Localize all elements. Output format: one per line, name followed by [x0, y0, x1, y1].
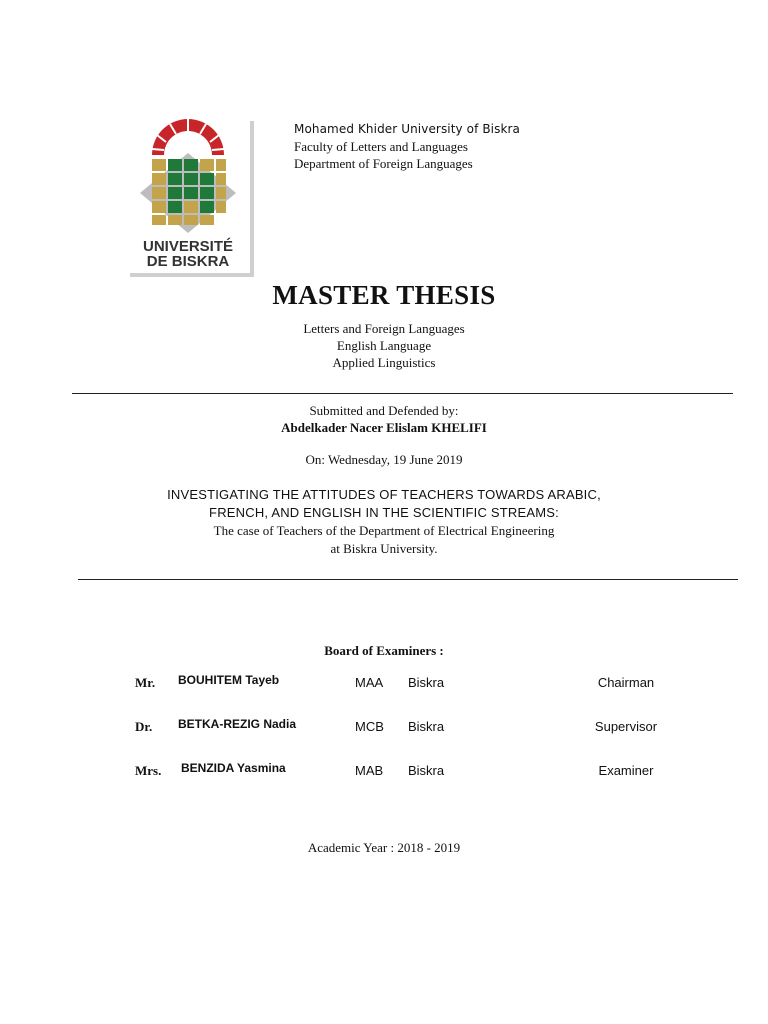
examiner-grade: MAA [355, 675, 384, 690]
examiner-title: Mr. [135, 675, 156, 690]
examiner-title: Mrs. [135, 763, 162, 778]
board-title: Board of Examiners : [324, 643, 444, 658]
institution-header [294, 121, 520, 172]
faculty-name: Faculty of Letters and Languages [294, 139, 468, 154]
examiner-row [0, 763, 768, 781]
topic-line-1: INVESTIGATING THE ATTITUDES OF TEACHERS TOWARDS ARABIC, [167, 487, 601, 502]
topic-line-3: The case of Teachers of the Department of Electrical Engineering [213, 523, 555, 538]
topic-line-2: FRENCH, AND ENGLISH IN THE SCIENTIFIC STREAMS: [209, 505, 559, 520]
specialty-branch: English Language [336, 338, 432, 353]
logo-text-line1: UNIVERSITÉ [142, 238, 234, 255]
top-divider [72, 393, 733, 394]
examiner-city: Biskra [408, 719, 445, 734]
submitted-label: Submitted and Defended by: [309, 403, 459, 418]
topic-line-4: at Biskra University. [330, 541, 438, 556]
logo-box [126, 117, 250, 273]
examiner-title: Dr. [135, 719, 153, 734]
specialty-option: Applied Linguistics [332, 355, 436, 370]
examiner-name: BETKA-REZIG Nadia [178, 717, 297, 731]
examiner-row [0, 675, 768, 693]
submission-block [0, 402, 768, 436]
thesis-topic [0, 486, 768, 558]
author-name: Abdelkader Nacer Elislam KHELIFI [281, 420, 487, 435]
examiner-role: Supervisor [594, 719, 658, 734]
examiner-city: Biskra [408, 675, 445, 690]
defense-date: On: Wednesday, 19 June 2019 [305, 452, 463, 467]
examiner-row [0, 719, 768, 737]
examiner-name: BENZIDA Yasmina [181, 761, 286, 775]
examiner-grade: MCB [355, 719, 384, 734]
examiner-role: Examiner [598, 763, 654, 778]
thesis-title: MASTER THESIS [272, 280, 496, 310]
examiner-grade: MAB [355, 763, 384, 778]
university-name: Mohamed Khider University of Biskra [294, 122, 520, 136]
examiner-name: BOUHITEM Tayeb [178, 673, 280, 687]
university-logo-emblem-icon [126, 117, 250, 273]
specialty-field: Letters and Foreign Languages [303, 321, 465, 336]
examiner-city: Biskra [408, 763, 445, 778]
department-name: Department of Foreign Languages [294, 156, 473, 171]
university-logo [126, 117, 250, 273]
bottom-divider [78, 579, 738, 580]
specialty-block [0, 320, 768, 371]
academic-year: Academic Year : 2018 - 2019 [307, 840, 461, 855]
examiner-role: Chairman [597, 675, 655, 690]
logo-arch [152, 119, 224, 155]
logo-text-line2: DE BISKRA [146, 253, 230, 270]
